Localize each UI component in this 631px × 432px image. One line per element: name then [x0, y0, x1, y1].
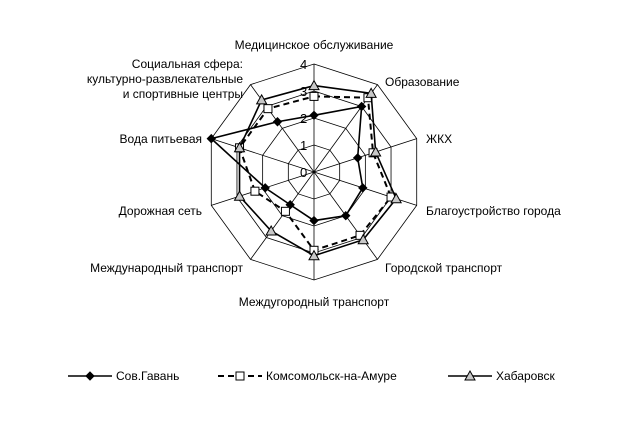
tick-label: 2 — [300, 111, 308, 126]
category-label: Дорожная сеть — [118, 204, 202, 218]
data-point — [358, 102, 366, 110]
data-point — [310, 111, 318, 119]
legend-entry-1 — [68, 369, 179, 383]
chart-legend — [68, 369, 556, 383]
series-3 — [235, 81, 402, 260]
radar-category-labels — [87, 38, 561, 309]
data-point — [236, 372, 244, 380]
category-label: Вода питьевая — [119, 132, 202, 146]
category-label: Образование — [385, 75, 460, 89]
category-label: Городской транспорт — [385, 261, 503, 275]
legend-label: Сов.Гавань — [116, 369, 180, 383]
data-point — [86, 372, 94, 380]
tick-label: 3 — [300, 84, 308, 99]
data-point — [251, 187, 259, 195]
legend-label: Хабаровск — [496, 369, 555, 383]
data-point — [281, 207, 289, 215]
category-label: и спортивные центры — [122, 87, 243, 101]
category-label: Международный транспорт — [90, 261, 243, 275]
data-point — [354, 154, 362, 162]
category-label: Междугородный транспорт — [238, 295, 390, 309]
data-point — [310, 92, 318, 100]
tick-label: 0 — [300, 165, 308, 180]
legend-entry-2 — [218, 369, 397, 383]
data-point — [235, 191, 245, 200]
tick-label: 1 — [300, 138, 308, 153]
category-label: ЖКХ — [426, 132, 453, 146]
category-label: Медицинское обслуживание — [234, 38, 394, 52]
legend-label: Комсомольск-на-Амуре — [266, 369, 397, 383]
data-point — [273, 118, 281, 126]
data-point — [309, 81, 319, 90]
category-label: Социальная сфера: — [131, 57, 243, 71]
data-point — [342, 212, 350, 220]
data-point — [264, 105, 272, 113]
legend-entry-3 — [448, 369, 556, 383]
category-label: Благоустройство города — [426, 204, 561, 218]
category-label: культурно-развлекательные — [86, 72, 243, 86]
tick-label: 4 — [300, 57, 308, 72]
